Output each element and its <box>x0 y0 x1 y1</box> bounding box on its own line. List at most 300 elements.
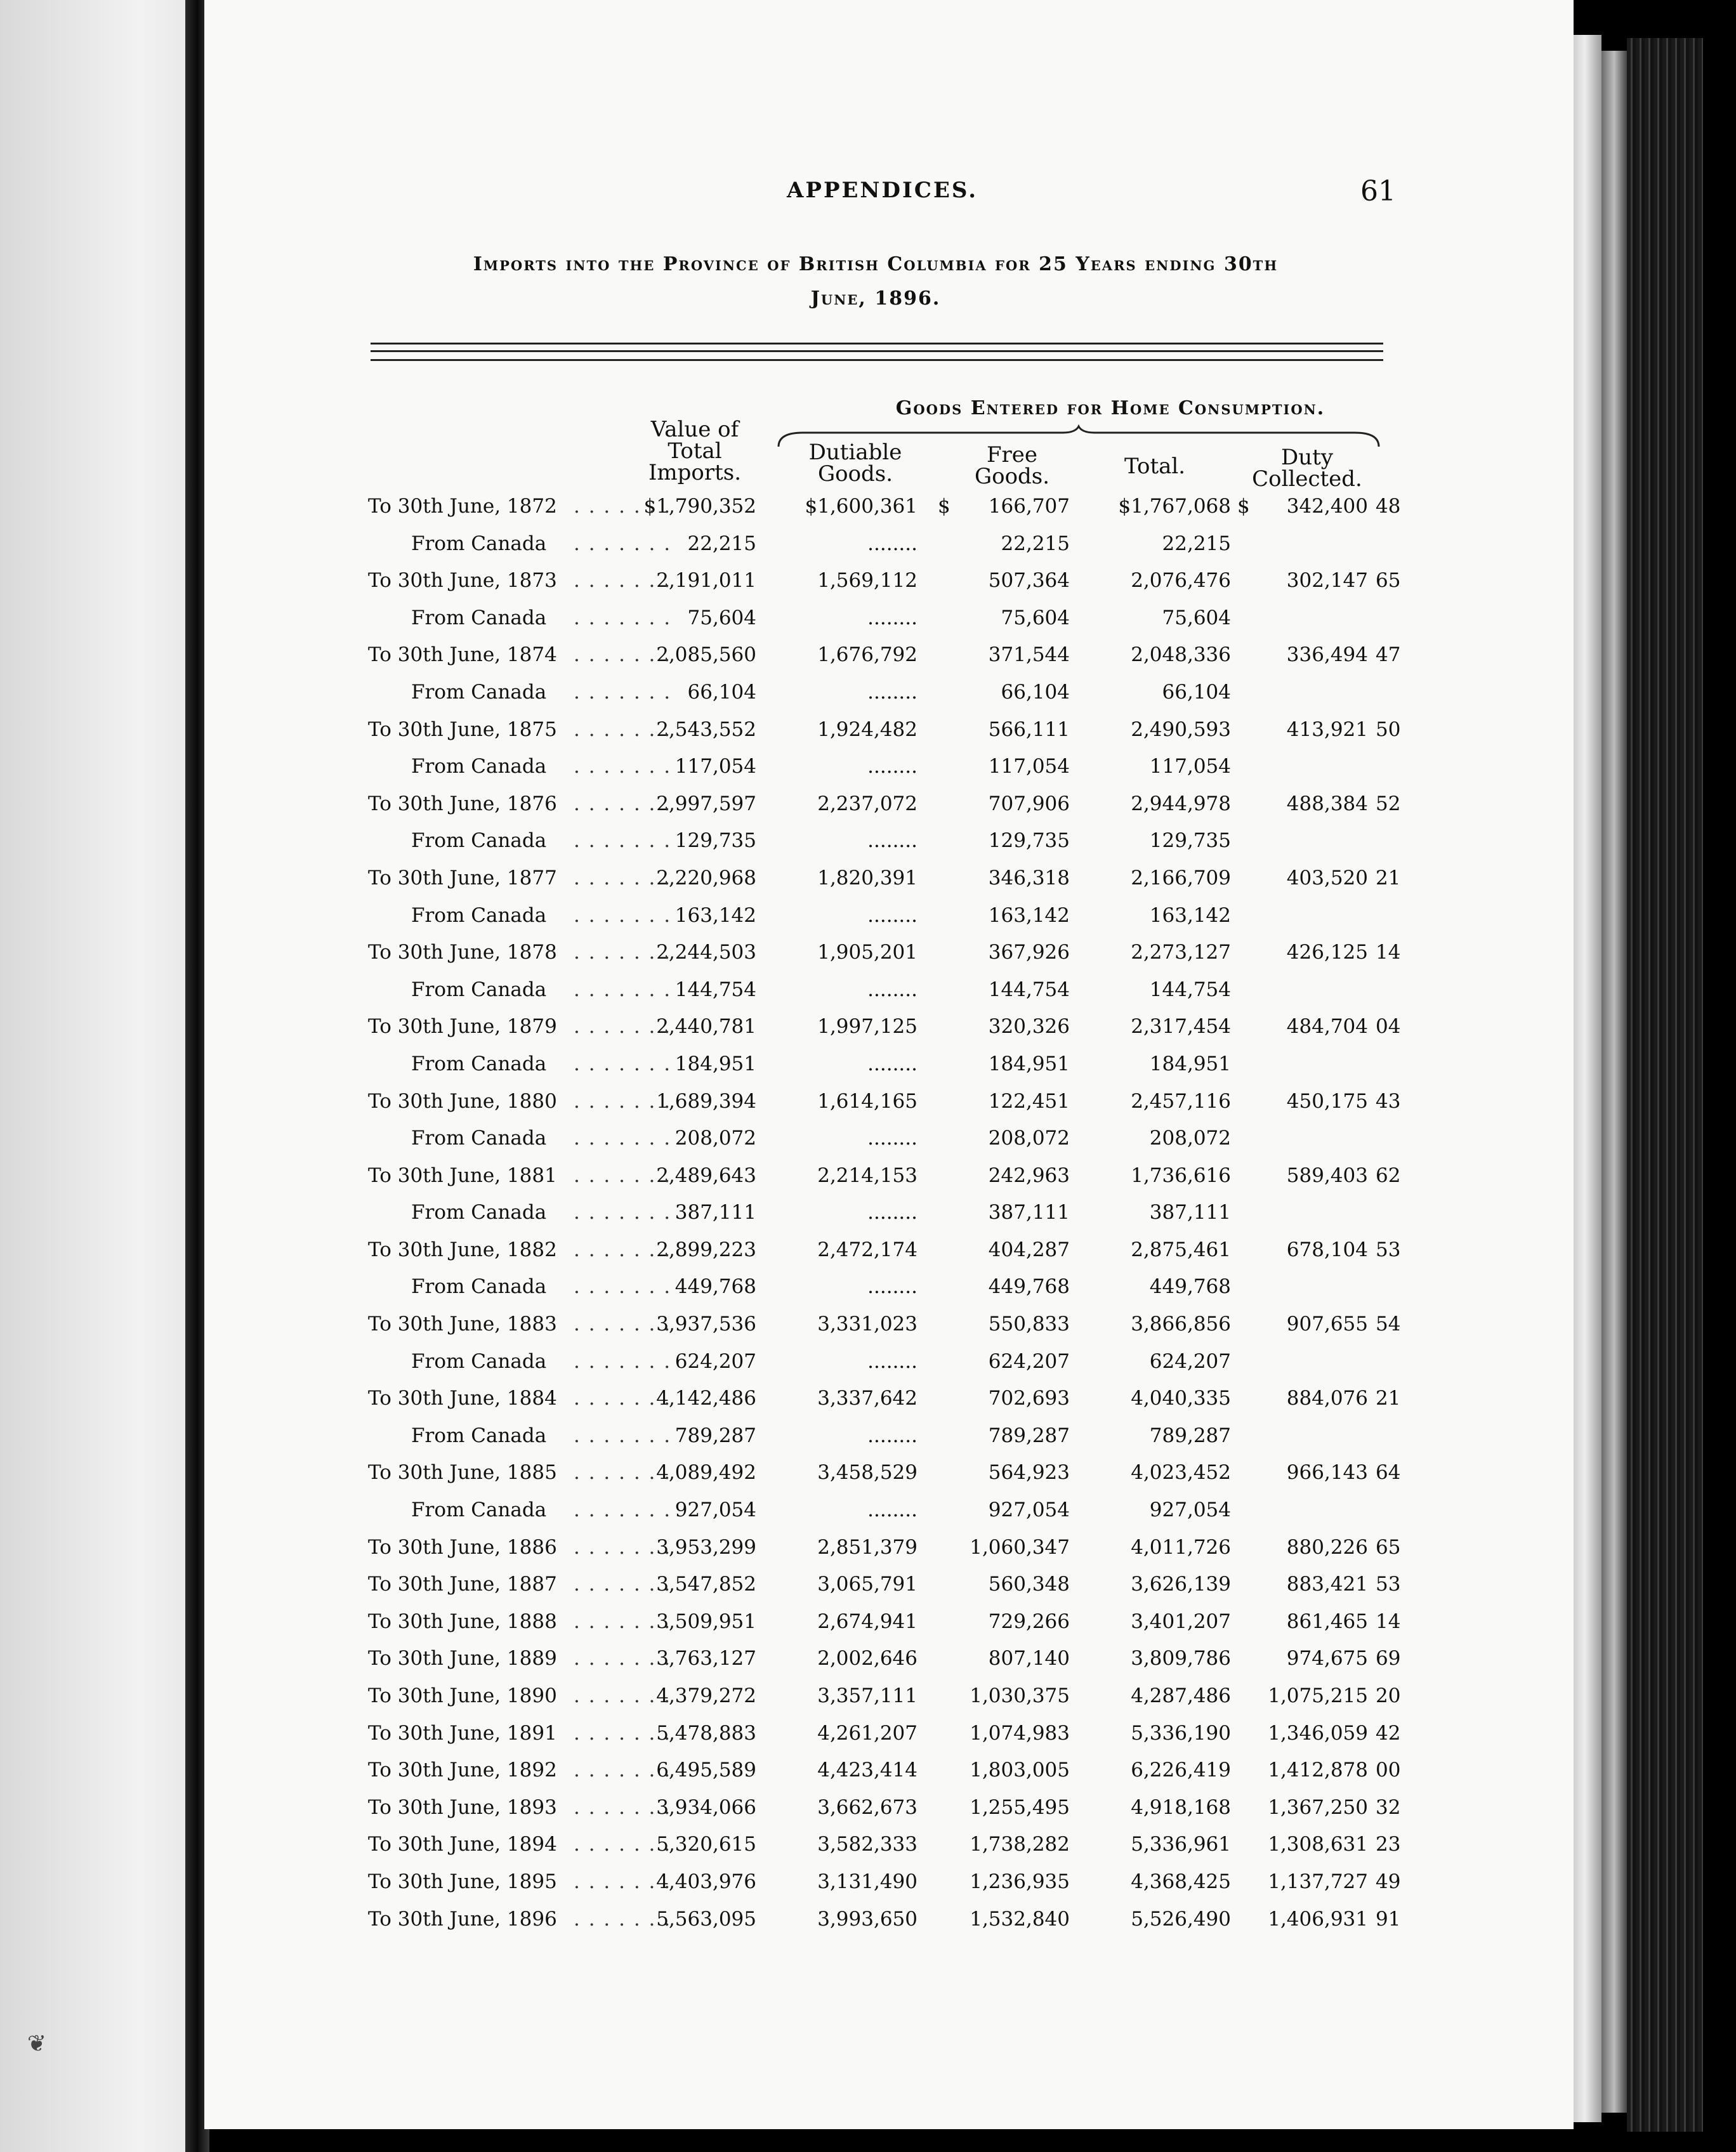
cell-dutiable: ........ <box>867 1424 917 1447</box>
cell-free: 507,364 <box>988 569 1070 593</box>
cell-duty: 974,675 <box>1286 1647 1368 1670</box>
cell-label: To 30th June, 1873 <box>368 569 557 593</box>
book-cover-edge <box>1627 38 1703 2132</box>
cell-cents: 52 <box>1376 792 1401 815</box>
leader-dots: . . . . . . . <box>574 903 672 927</box>
cell-total: 4,918,168 <box>1131 1795 1231 1819</box>
cell-total-imports: 5,478,883 <box>656 1721 756 1745</box>
cell-duty: 302,147 <box>1286 569 1368 593</box>
cell-dutiable: 2,851,379 <box>817 1535 917 1559</box>
cell-free: 449,768 <box>988 1275 1070 1299</box>
cell-free: 624,207 <box>988 1349 1070 1373</box>
cell-duty: 880,226 <box>1286 1535 1368 1559</box>
cell-duty: 861,465 <box>1286 1610 1368 1633</box>
table-row <box>353 1313 1401 1350</box>
cell-cents: 53 <box>1376 1573 1401 1596</box>
cell-free: 566,111 <box>988 718 1070 741</box>
leader-dots: . . . . . . . <box>574 1052 672 1075</box>
cell-cents: 43 <box>1376 1089 1401 1113</box>
cell-total: 3,626,139 <box>1131 1573 1231 1596</box>
leader-dots: . . . . . . . <box>574 866 672 889</box>
cell-duty: 413,921 <box>1286 718 1368 741</box>
cell-label: From Canada <box>411 532 547 555</box>
cell-free: 729,266 <box>988 1610 1070 1633</box>
cell-dutiable: 2,002,646 <box>817 1647 917 1670</box>
cell-label: To 30th June, 1891 <box>368 1721 557 1745</box>
title-line-1: Imports into the Province of British Columbia for 25 Years ending 30th <box>473 253 1279 275</box>
cell-dutiable: 3,131,490 <box>817 1870 917 1893</box>
cell-dutiable: 3,331,023 <box>817 1313 917 1336</box>
cell-total: 4,368,425 <box>1131 1870 1231 1893</box>
cell-total-imports: 2,543,552 <box>656 718 756 741</box>
cell-total-imports: 449,768 <box>674 1275 756 1299</box>
table-row <box>353 1089 1401 1127</box>
cell-cents: 21 <box>1376 866 1401 889</box>
cell-duty: 484,704 <box>1286 1015 1368 1039</box>
cell-free: 789,287 <box>988 1424 1070 1447</box>
leader-dots: . . . . . . . <box>574 941 672 964</box>
cell-cents: 91 <box>1376 1907 1401 1931</box>
cell-duty: 403,520 <box>1286 866 1368 889</box>
cell-cents: 47 <box>1376 643 1401 667</box>
cell-cents: 64 <box>1376 1461 1401 1485</box>
cell-total-imports: 2,440,781 <box>656 1015 756 1039</box>
cell-total-imports: 3,937,536 <box>656 1313 756 1336</box>
cell-total-imports: 387,111 <box>674 1201 756 1224</box>
cell-dutiable: 3,582,333 <box>817 1833 917 1856</box>
cell-total-imports: 4,089,492 <box>656 1461 756 1485</box>
table-row <box>353 1201 1393 1238</box>
cell-label: To 30th June, 1874 <box>368 643 557 667</box>
cell-dutiable: 3,993,650 <box>817 1907 917 1931</box>
cell-free: 560,348 <box>988 1573 1070 1596</box>
cell-label: To 30th June, 1877 <box>368 866 557 889</box>
cell-total-imports: 624,207 <box>674 1349 756 1373</box>
cell-duty: 1,075,215 <box>1268 1684 1368 1707</box>
cell-label: To 30th June, 1895 <box>368 1870 557 1893</box>
leader-dots: . . . . . . . <box>574 1833 672 1856</box>
cell-cents: 48 <box>1376 495 1401 518</box>
cell-total-imports: 117,054 <box>674 755 756 778</box>
leader-dots: . . . . . . . <box>574 1795 672 1819</box>
cell-total: 789,287 <box>1149 1424 1231 1447</box>
cell-free: 22,215 <box>1001 532 1070 555</box>
cell-duty: 426,125 <box>1286 941 1368 964</box>
cell-total: $1,767,068 <box>1118 495 1231 518</box>
cell-label: To 30th June, 1888 <box>368 1610 557 1633</box>
cell-dutiable: 2,472,174 <box>817 1238 917 1261</box>
table-row <box>353 941 1401 978</box>
cell-free: 1,255,495 <box>970 1795 1070 1819</box>
table-row <box>353 1499 1393 1536</box>
leader-dots: . . . . . . . <box>574 718 672 741</box>
cell-free: 129,735 <box>988 829 1070 853</box>
cell-label: To 30th June, 1886 <box>368 1535 557 1559</box>
col-head-total-imports: Value of Total Imports. <box>648 417 742 485</box>
cell-duty: 883,421 <box>1286 1573 1368 1596</box>
cell-total-imports: 3,763,127 <box>656 1647 756 1670</box>
table-row <box>353 1015 1401 1053</box>
leader-dots: . . . . . . . <box>574 1684 672 1707</box>
leader-dots: . . . . . . . <box>574 1089 672 1113</box>
cell-total: 5,526,490 <box>1131 1907 1231 1931</box>
table-row <box>353 866 1401 904</box>
cell-cents: 65 <box>1376 569 1401 593</box>
table-row <box>353 1647 1401 1684</box>
leader-dots: . . . . . . . <box>574 1870 672 1893</box>
table-row <box>353 569 1401 607</box>
leader-dots: . . . . . . . <box>574 1907 672 1931</box>
leader-dots: . . . . . . . <box>574 1424 672 1447</box>
cell-dutiable: ........ <box>867 755 917 778</box>
cell-total: 2,273,127 <box>1131 941 1231 964</box>
cell-cents: 49 <box>1376 1870 1401 1893</box>
cell-cents: 42 <box>1376 1721 1401 1745</box>
corner-mark-icon: ❦ <box>27 2031 47 2057</box>
cell-label: From Canada <box>411 1127 547 1150</box>
cell-free: 66,104 <box>1001 680 1070 704</box>
cell-duty: 488,384 <box>1286 792 1368 815</box>
cell-cents: 23 <box>1376 1833 1401 1856</box>
cell-total: 2,490,593 <box>1131 718 1231 741</box>
table-row <box>353 1907 1401 1945</box>
leader-dots: . . . . . . . <box>574 643 672 667</box>
cell-total-imports: 75,604 <box>687 606 756 629</box>
cell-duty: 342,400 <box>1286 495 1368 518</box>
col-head-free-goods: Free Goods. <box>974 442 1050 489</box>
leader-dots: . . . . . . . <box>574 1535 672 1559</box>
cell-label: From Canada <box>411 1201 547 1224</box>
cell-label: To 30th June, 1880 <box>368 1089 557 1113</box>
table-row <box>353 1535 1401 1573</box>
leader-dots: . . . . . . . <box>574 1349 672 1373</box>
cell-total-imports: 184,951 <box>674 1052 756 1075</box>
cell-dutiable: 3,357,111 <box>817 1684 917 1707</box>
leader-dots: . . . . . . . <box>574 1461 672 1485</box>
cell-total-imports: 927,054 <box>674 1499 756 1522</box>
cell-total-imports: 2,085,560 <box>656 643 756 667</box>
leader-dots: . . . . . . . <box>574 1313 672 1336</box>
table-row <box>353 1461 1401 1499</box>
cell-dutiable: ........ <box>867 680 917 704</box>
cell-label: To 30th June, 1876 <box>368 792 557 815</box>
cell-cents: 65 <box>1376 1535 1401 1559</box>
cell-total-imports: 4,379,272 <box>656 1684 756 1707</box>
leader-dots: . . . . . . . <box>574 1164 672 1187</box>
cell-total-imports: 3,509,951 <box>656 1610 756 1633</box>
cell-dutiable: ........ <box>867 1499 917 1522</box>
cell-free: 166,707 <box>988 495 1070 518</box>
cell-total-imports: 208,072 <box>674 1127 756 1150</box>
table-row <box>353 1127 1393 1164</box>
cell-dutiable: ........ <box>867 903 917 927</box>
cell-free: 1,803,005 <box>970 1759 1070 1782</box>
leader-dots: . . . . . . . <box>574 495 672 518</box>
cell-cents: 04 <box>1376 1015 1401 1039</box>
cell-total: 75,604 <box>1162 606 1231 629</box>
cell-label: To 30th June, 1882 <box>368 1238 557 1261</box>
cell-total-imports: 2,244,503 <box>656 941 756 964</box>
cell-label: From Canada <box>411 606 547 629</box>
cell-cents: 14 <box>1376 941 1401 964</box>
cell-cents: 21 <box>1376 1387 1401 1410</box>
table-row <box>353 1275 1393 1313</box>
table-row <box>353 1870 1401 1908</box>
cell-total: 184,951 <box>1149 1052 1231 1075</box>
leader-dots: . . . . . . . <box>574 680 672 704</box>
left-page <box>0 0 201 2152</box>
leader-dots: . . . . . . . <box>574 1275 672 1299</box>
cell-duty: 1,137,727 <box>1268 1870 1368 1893</box>
cell-free: 320,326 <box>988 1015 1070 1039</box>
leader-dots: . . . . . . . <box>574 1759 672 1782</box>
cell-free: 1,236,935 <box>970 1870 1070 1893</box>
group-header: Goods Entered for Home Consumption. <box>895 397 1325 419</box>
cell-duty: 966,143 <box>1286 1461 1368 1485</box>
cell-cents: 50 <box>1376 718 1401 741</box>
cell-dutiable: ........ <box>867 978 917 1001</box>
cell-total: 6,226,419 <box>1131 1759 1231 1782</box>
cell-label: To 30th June, 1878 <box>368 941 557 964</box>
cell-label: To 30th June, 1890 <box>368 1684 557 1707</box>
cell-label: To 30th June, 1892 <box>368 1759 557 1782</box>
leader-dots: . . . . . . . <box>574 1610 672 1633</box>
leader-dots: . . . . . . . <box>574 1499 672 1522</box>
title-line-2: June, 1896. <box>810 287 941 310</box>
cell-duty: 1,308,631 <box>1268 1833 1368 1856</box>
leader-dots: . . . . . . . <box>574 606 672 629</box>
cell-total: 5,336,190 <box>1131 1721 1231 1745</box>
cell-total: 449,768 <box>1149 1275 1231 1299</box>
cell-total-imports: 129,735 <box>674 829 756 853</box>
cell-label: To 30th June, 1872 <box>368 495 557 518</box>
cell-dutiable: ........ <box>867 1349 917 1373</box>
cell-duty: 884,076 <box>1286 1387 1368 1410</box>
cell-dutiable: 1,997,125 <box>817 1015 917 1039</box>
cell-total: 66,104 <box>1162 680 1231 704</box>
cell-cents: 69 <box>1376 1647 1401 1670</box>
table-row <box>353 1350 1393 1388</box>
cell-total-imports: 4,142,486 <box>656 1387 756 1410</box>
cell-duty: 1,412,878 <box>1268 1759 1368 1782</box>
cell-free: 1,060,347 <box>970 1535 1070 1559</box>
cell-dutiable: ........ <box>867 606 917 629</box>
cell-duty: 1,346,059 <box>1268 1721 1368 1745</box>
cell-total-imports: 3,547,852 <box>656 1573 756 1596</box>
leader-dots: . . . . . . . <box>574 1015 672 1039</box>
cell-free-dollar: $ <box>938 495 950 518</box>
cell-label: To 30th June, 1893 <box>368 1795 557 1819</box>
table-row <box>353 495 1401 532</box>
leader-dots: . . . . . . . <box>574 1201 672 1224</box>
cell-total-imports: 5,563,095 <box>656 1907 756 1931</box>
cell-total: 4,011,726 <box>1131 1535 1231 1559</box>
cell-free: 184,951 <box>988 1052 1070 1075</box>
cell-total-imports: 2,220,968 <box>656 866 756 889</box>
cell-dutiable: ........ <box>867 1127 917 1150</box>
table-row <box>353 1795 1401 1834</box>
table-row <box>353 1053 1393 1090</box>
cell-free: 1,030,375 <box>970 1684 1070 1707</box>
cell-total-imports: 3,934,066 <box>656 1795 756 1819</box>
cell-duty: 589,403 <box>1286 1164 1368 1187</box>
cell-free: 371,544 <box>988 643 1070 667</box>
cell-total-imports: 6,495,589 <box>656 1759 756 1782</box>
title-rule-top <box>371 343 1383 344</box>
cell-total: 1,736,616 <box>1131 1164 1231 1187</box>
cell-total: 2,076,476 <box>1131 569 1231 593</box>
table-row <box>353 643 1401 681</box>
cell-total: 3,809,786 <box>1131 1647 1231 1670</box>
cell-free: 367,926 <box>988 941 1070 964</box>
cell-label: From Canada <box>411 680 547 704</box>
cell-cents: 32 <box>1376 1795 1401 1819</box>
table-row <box>353 718 1401 756</box>
cell-total: 2,875,461 <box>1131 1238 1231 1261</box>
leader-dots: . . . . . . . <box>574 978 672 1001</box>
cell-free: 702,693 <box>988 1387 1070 1410</box>
cell-free: 144,754 <box>988 978 1070 1001</box>
table-row <box>353 792 1401 830</box>
cell-label: To 30th June, 1875 <box>368 718 557 741</box>
leader-dots: . . . . . . . <box>574 1721 672 1745</box>
cell-cents: 20 <box>1376 1684 1401 1707</box>
running-head: APPENDICES. <box>787 178 978 203</box>
cell-free: 1,074,983 <box>970 1721 1070 1745</box>
cell-free: 346,318 <box>988 866 1070 889</box>
cell-label: From Canada <box>411 829 547 853</box>
cell-total: 2,944,978 <box>1131 792 1231 815</box>
cell-free: 1,738,282 <box>970 1833 1070 1856</box>
table-row <box>353 1424 1393 1462</box>
cell-label: To 30th June, 1894 <box>368 1833 557 1856</box>
table-row <box>353 607 1393 644</box>
cell-duty-dollar: $ <box>1237 495 1250 518</box>
cell-label: From Canada <box>411 1052 547 1075</box>
cell-label: From Canada <box>411 1424 547 1447</box>
table-row <box>353 978 1393 1016</box>
cell-total-imports: $1,790,352 <box>643 495 756 518</box>
table-row <box>353 1684 1401 1722</box>
cell-duty: 907,655 <box>1286 1313 1368 1336</box>
cell-total-imports: 2,997,597 <box>656 792 756 815</box>
cell-total: 208,072 <box>1149 1127 1231 1150</box>
cell-label: From Canada <box>411 1275 547 1299</box>
table-row <box>353 1573 1401 1610</box>
cell-total-imports: 66,104 <box>687 680 756 704</box>
cell-cents: 14 <box>1376 1610 1401 1633</box>
cell-total-imports: 144,754 <box>674 978 756 1001</box>
table-row <box>353 1833 1401 1870</box>
cell-label: From Canada <box>411 1499 547 1522</box>
cell-label: To 30th June, 1881 <box>368 1164 557 1187</box>
table-row <box>353 1610 1401 1648</box>
cell-free: 117,054 <box>988 755 1070 778</box>
cell-total-imports: 1,689,394 <box>656 1089 756 1113</box>
cell-label: From Canada <box>411 978 547 1001</box>
leader-dots: . . . . . . . <box>574 1647 672 1670</box>
cell-label: From Canada <box>411 1349 547 1373</box>
cell-total-imports: 3,953,299 <box>656 1535 756 1559</box>
cell-total-imports: 2,191,011 <box>656 569 756 593</box>
cell-total: 117,054 <box>1149 755 1231 778</box>
cell-dutiable: ........ <box>867 1275 917 1299</box>
cell-free: 1,532,840 <box>970 1907 1070 1931</box>
cell-total-imports: 2,899,223 <box>656 1238 756 1261</box>
table-row <box>353 829 1393 867</box>
cell-total-imports: 5,320,615 <box>656 1833 756 1856</box>
cell-total: 624,207 <box>1149 1349 1231 1373</box>
cell-total-imports: 163,142 <box>674 903 756 927</box>
cell-free: 208,072 <box>988 1127 1070 1150</box>
title-rule-middle <box>371 350 1383 352</box>
cell-dutiable: 3,337,642 <box>817 1387 917 1410</box>
leader-dots: . . . . . . . <box>574 792 672 815</box>
leader-dots: . . . . . . . <box>574 1238 672 1261</box>
cell-dutiable: 4,261,207 <box>817 1721 917 1745</box>
table-row <box>353 532 1393 570</box>
cell-cents: 54 <box>1376 1313 1401 1336</box>
cell-duty: 336,494 <box>1286 643 1368 667</box>
col-head-total: Total. <box>1124 454 1186 479</box>
table-row <box>353 1387 1401 1424</box>
cell-dutiable: 1,614,165 <box>817 1089 917 1113</box>
cell-total: 3,866,856 <box>1131 1313 1231 1336</box>
cell-total-imports: 2,489,643 <box>656 1164 756 1187</box>
cell-free: 163,142 <box>988 903 1070 927</box>
cell-dutiable: ........ <box>867 1052 917 1075</box>
cell-dutiable: 1,676,792 <box>817 643 917 667</box>
cell-total: 927,054 <box>1149 1499 1231 1522</box>
cell-duty: 1,367,250 <box>1268 1795 1368 1819</box>
cell-free: 75,604 <box>1001 606 1070 629</box>
cell-free: 807,140 <box>988 1647 1070 1670</box>
cell-total: 2,457,116 <box>1131 1089 1231 1113</box>
leader-dots: . . . . . . . <box>574 1387 672 1410</box>
table-row <box>353 1759 1401 1796</box>
cell-label: To 30th June, 1879 <box>368 1015 557 1039</box>
page-number: 61 <box>1360 175 1396 207</box>
cell-label: To 30th June, 1885 <box>368 1461 557 1485</box>
cell-dutiable: 2,214,153 <box>817 1164 917 1187</box>
imports-table <box>353 495 1401 1945</box>
cell-free: 550,833 <box>988 1313 1070 1336</box>
page-edge-shadow <box>1601 51 1627 2113</box>
cell-total: 144,754 <box>1149 978 1231 1001</box>
cell-dutiable: 3,065,791 <box>817 1573 917 1596</box>
cell-total: 163,142 <box>1149 903 1231 927</box>
cell-dutiable: ........ <box>867 532 917 555</box>
cell-label: To 30th June, 1887 <box>368 1573 557 1596</box>
col-head-dutiable-goods: Dutiable Goods. <box>808 440 902 487</box>
cell-label: From Canada <box>411 755 547 778</box>
cell-label: From Canada <box>411 903 547 927</box>
cell-total: 387,111 <box>1149 1201 1231 1224</box>
cell-dutiable: $1,600,361 <box>805 495 917 518</box>
cell-total: 2,166,709 <box>1131 866 1231 889</box>
table-row <box>353 904 1393 942</box>
cell-duty: 678,104 <box>1286 1238 1368 1261</box>
cell-dutiable: 2,237,072 <box>817 792 917 815</box>
cell-duty: 450,175 <box>1286 1089 1368 1113</box>
cell-label: To 30th June, 1889 <box>368 1647 557 1670</box>
cell-free: 122,451 <box>988 1089 1070 1113</box>
leader-dots: . . . . . . . <box>574 1573 672 1596</box>
cell-total: 4,040,335 <box>1131 1387 1231 1410</box>
cell-total: 129,735 <box>1149 829 1231 853</box>
leader-dots: . . . . . . . <box>574 569 672 593</box>
cell-total: 2,048,336 <box>1131 643 1231 667</box>
